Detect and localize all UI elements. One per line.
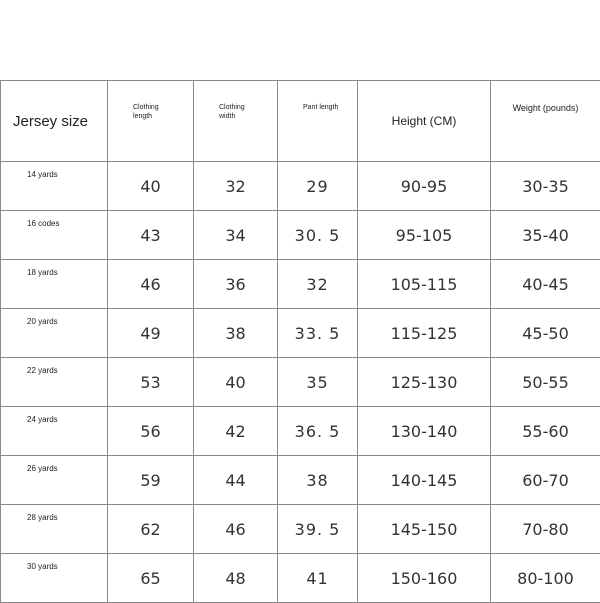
header-pant-length-label: Pant length (303, 103, 343, 112)
size-cell: 20 yards (1, 309, 108, 358)
weight-cell: 80-100 (491, 554, 600, 603)
clothing-width-cell: 38 (194, 309, 278, 358)
size-cell: 30 yards (1, 554, 108, 603)
size-cell: 16 codes (1, 211, 108, 260)
header-clothing-length-label: Clothing length (133, 103, 173, 121)
table-row (1, 260, 600, 309)
height-cell: 95-105 (358, 211, 491, 260)
size-cell: 18 yards (1, 260, 108, 309)
header-pant-length (278, 81, 358, 162)
pant-length-cell: 35 (278, 358, 358, 407)
pant-length-cell: 29 (278, 162, 358, 211)
clothing-width-cell: 48 (194, 554, 278, 603)
clothing-length-cell: 56 (108, 407, 194, 456)
clothing-width-cell: 32 (194, 162, 278, 211)
table-row (1, 358, 600, 407)
header-height: Height (CM) (358, 81, 491, 162)
clothing-length-cell: 40 (108, 162, 194, 211)
clothing-width-cell: 36 (194, 260, 278, 309)
pant-length-cell: 36. 5 (278, 407, 358, 456)
size-cell: 28 yards (1, 505, 108, 554)
clothing-length-cell: 65 (108, 554, 194, 603)
weight-cell: 35-40 (491, 211, 600, 260)
pant-length-cell: 32 (278, 260, 358, 309)
clothing-width-cell: 34 (194, 211, 278, 260)
clothing-length-cell: 53 (108, 358, 194, 407)
clothing-length-cell: 46 (108, 260, 194, 309)
weight-cell: 70-80 (491, 505, 600, 554)
header-clothing-length (108, 81, 194, 162)
pant-length-cell: 39. 5 (278, 505, 358, 554)
clothing-width-cell: 40 (194, 358, 278, 407)
height-cell: 125-130 (358, 358, 491, 407)
height-cell: 150-160 (358, 554, 491, 603)
pant-length-cell: 41 (278, 554, 358, 603)
height-cell: 130-140 (358, 407, 491, 456)
height-cell: 105-115 (358, 260, 491, 309)
pant-length-cell: 30. 5 (278, 211, 358, 260)
table-row (1, 554, 600, 603)
table-row (1, 309, 600, 358)
height-cell: 140-145 (358, 456, 491, 505)
clothing-width-cell: 44 (194, 456, 278, 505)
clothing-width-cell: 46 (194, 505, 278, 554)
header-weight: Weight (pounds) (491, 81, 600, 162)
table-row (1, 211, 600, 260)
header-row (1, 81, 600, 162)
weight-cell: 55-60 (491, 407, 600, 456)
size-cell: 14 yards (1, 162, 108, 211)
header-jersey-size: Jersey size (1, 81, 108, 162)
weight-cell: 40-45 (491, 260, 600, 309)
weight-cell: 60-70 (491, 456, 600, 505)
table-row (1, 162, 600, 211)
weight-cell: 45-50 (491, 309, 600, 358)
clothing-length-cell: 43 (108, 211, 194, 260)
height-cell: 90-95 (358, 162, 491, 211)
height-cell: 115-125 (358, 309, 491, 358)
clothing-width-cell: 42 (194, 407, 278, 456)
pant-length-cell: 38 (278, 456, 358, 505)
table-row (1, 456, 600, 505)
size-cell: 22 yards (1, 358, 108, 407)
height-cell: 145-150 (358, 505, 491, 554)
size-cell: 24 yards (1, 407, 108, 456)
header-clothing-width-label: Clothing width (219, 103, 259, 121)
table-row (1, 505, 600, 554)
clothing-length-cell: 62 (108, 505, 194, 554)
table-row (1, 407, 600, 456)
header-clothing-width (194, 81, 278, 162)
size-cell: 26 yards (1, 456, 108, 505)
weight-cell: 50-55 (491, 358, 600, 407)
weight-cell: 30-35 (491, 162, 600, 211)
clothing-length-cell: 49 (108, 309, 194, 358)
clothing-length-cell: 59 (108, 456, 194, 505)
pant-length-cell: 33. 5 (278, 309, 358, 358)
size-chart-table (0, 80, 600, 603)
